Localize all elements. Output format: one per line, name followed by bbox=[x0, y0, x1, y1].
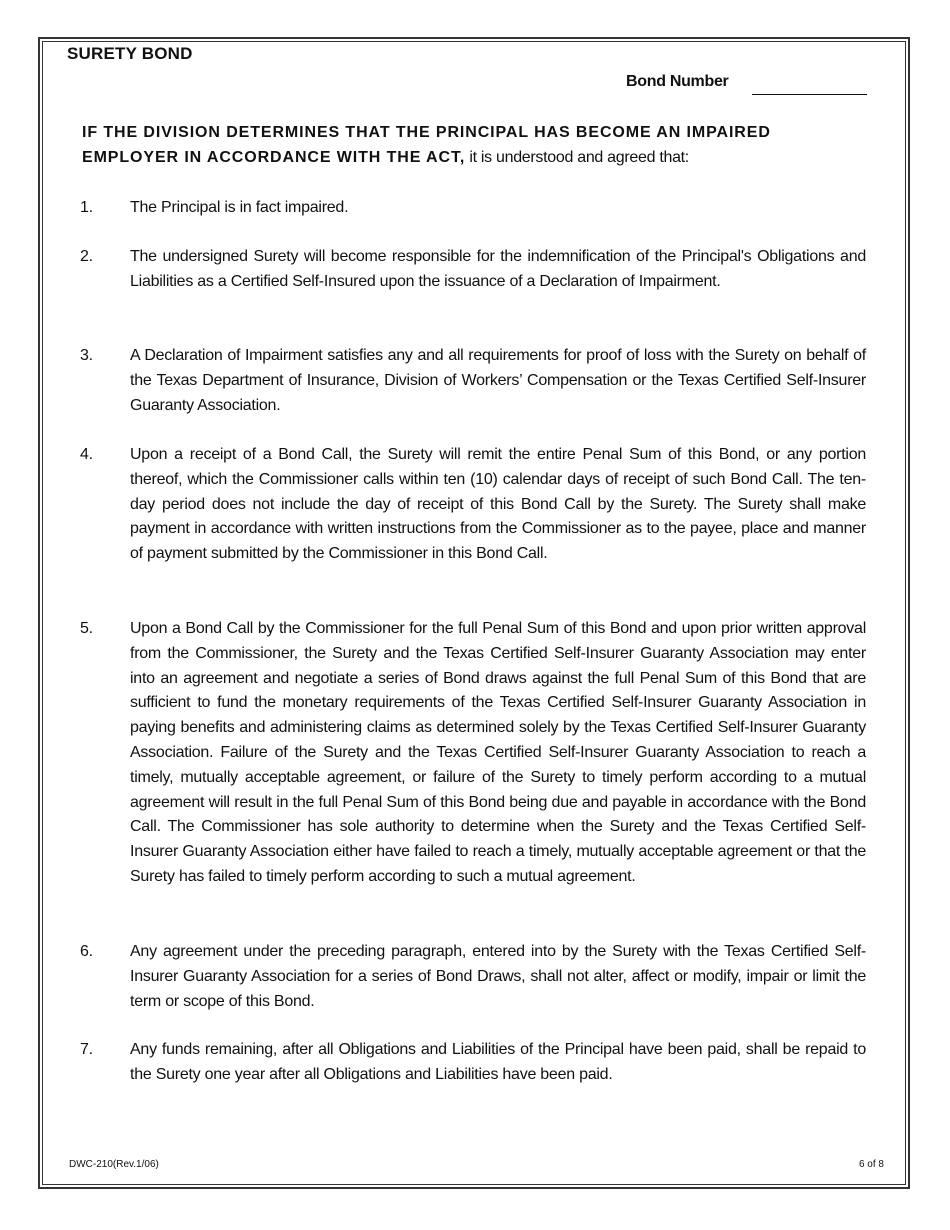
clause-2 bbox=[80, 245, 866, 295]
clause-number: 4. bbox=[80, 446, 93, 463]
clause-text: The Principal is in fact impaired. bbox=[130, 199, 349, 216]
clause-1 bbox=[80, 196, 866, 221]
clause-number: 7. bbox=[80, 1041, 93, 1058]
clause-7 bbox=[80, 1038, 866, 1088]
clause-text: Any agreement under the preceding paragraph, entered into by the Surety with the Texas Certified Self-Insurer Guaranty Association for a series of Bond Draws, shall not alter, affect or modify, impair or limit the term or scope of this Bond. bbox=[130, 943, 866, 1010]
clause-number: 5. bbox=[80, 620, 93, 637]
clause-text: Any funds remaining, after all Obligations and Liabilities of the Principal have been paid, shall be repaid to the Surety one year after all Obligations and Liabilities have been paid. bbox=[130, 1041, 866, 1083]
intro-caps-text: IF THE DIVISION DETERMINES THAT THE PRINCIPAL HAS BECOME AN IMPAIRED EMPLOYER IN ACCORDANCE WITH THE ACT, bbox=[82, 124, 771, 166]
form-id: DWC-210(Rev.1/06) bbox=[69, 1159, 159, 1170]
bond-number-label: Bond Number bbox=[626, 73, 729, 90]
clause-3 bbox=[80, 344, 866, 418]
page-number: 6 of 8 bbox=[858, 1159, 884, 1170]
clause-6 bbox=[80, 940, 866, 1014]
clause-number: 6. bbox=[80, 943, 93, 960]
clause-4 bbox=[80, 443, 866, 567]
clause-number: 2. bbox=[80, 248, 93, 265]
clause-5 bbox=[80, 617, 866, 890]
clause-text: Upon a receipt of a Bond Call, the Surety will remit the entire Penal Sum of this Bond, or any portion thereof, which the Commissioner calls within ten (10) calendar days of receipt of such Bond Call. The ten-day period does not include the day of receipt of this Bond Call by the Surety. The Surety shall make payment in accordance with written instructions from the Commissioner as to the payee, place and manner of payment submitted by the Commissioner in this Bond Call. bbox=[130, 446, 866, 563]
clause-text: Upon a Bond Call by the Commissioner for the full Penal Sum of this Bond and upon prior written approval from the Commissioner, the Surety and the Texas Certified Self-Insurer Guaranty Association may enter into an agreement and negotiate a series of Bond draws against the full Penal Sum of this Bond that are sufficient to fund the monetary requirements of the Texas Certified Self-Insurer Guaranty Association in paying benefits and administering claims as determined solely by the Texas Certified Self-Insurer Guaranty Association. Failure of the Surety and the Texas Certified Self-Insurer Guaranty Association to reach a timely, mutually acceptable agreement, or failure of the Surety to timely perform according to a mutual agreement will result in the full Penal Sum of this Bond being due and payable in accordance with the Bond Call. The Commissioner has sole authority to determine when the Surety and the Texas Certified Self-Insurer Guaranty Association either have failed to reach a timely, mutually acceptable agreement or that the Surety has failed to timely perform according to such a mutual agreement. bbox=[130, 620, 866, 885]
clause-text: The undersigned Surety will become responsible for the indemnification of the Principal's Obligations and Liabilities as a Certified Self-Insured upon the issuance of a Declaration of Impairment. bbox=[130, 248, 866, 290]
intro-rest-text: it is understood and agreed that: bbox=[465, 149, 689, 166]
clause-text: A Declaration of Impairment satisfies any and all requirements for proof of loss with the Surety on behalf of the Texas Department of Insurance, Division of Workers’ Compensation or the Texas Certified Self-Insurer Guaranty Association. bbox=[130, 347, 866, 414]
clause-number: 3. bbox=[80, 347, 93, 364]
intro-paragraph bbox=[82, 120, 868, 170]
clause-number: 1. bbox=[80, 199, 93, 216]
form-title: SURETY BOND bbox=[67, 44, 193, 63]
bond-number-blank-line bbox=[752, 94, 867, 95]
